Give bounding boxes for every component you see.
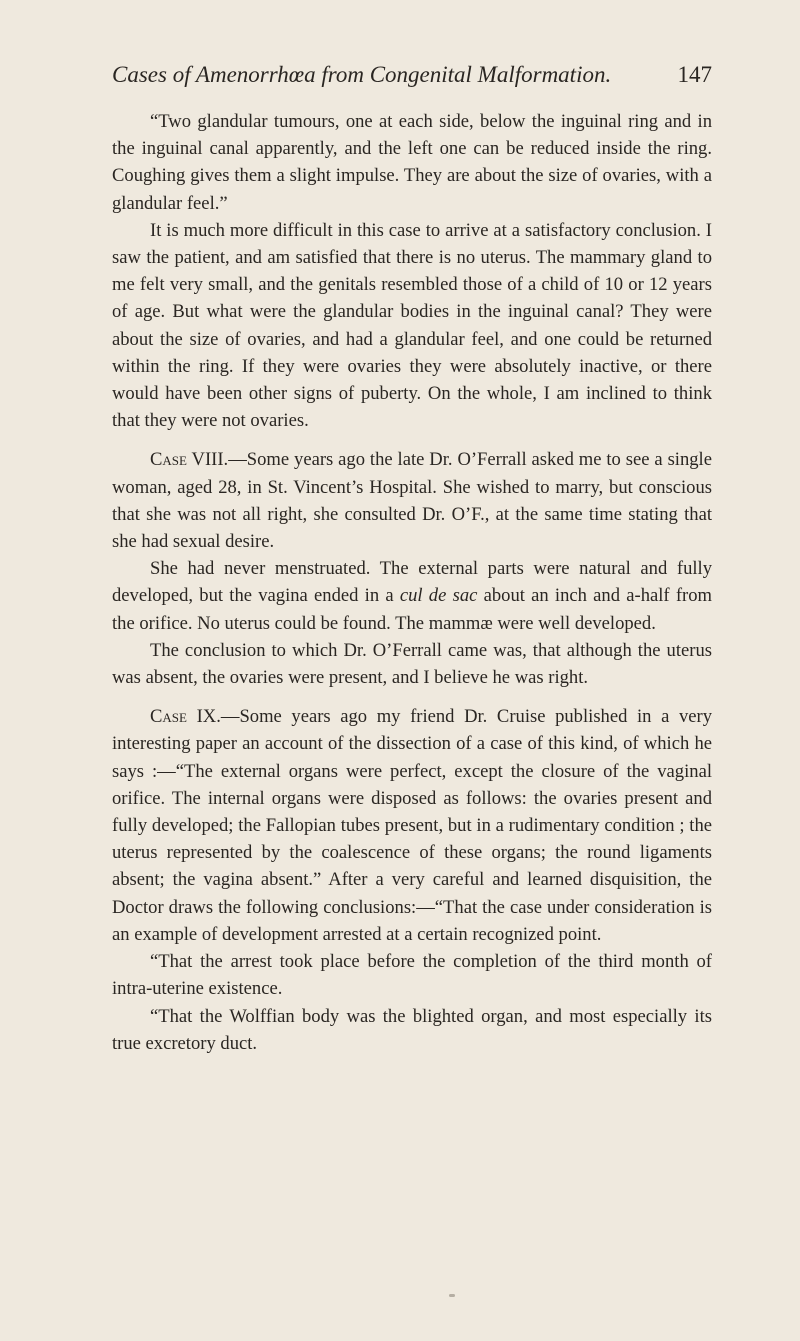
case-ix-conclusion-3: “That the Wolffian body was the blighted organ, and most especially its true excretory duct. [112, 1005, 712, 1054]
italic-term: cul de sac [399, 585, 478, 607]
case-viii-paragraph [112, 446, 712, 555]
quoted-tumour-description: “Two glandular tumours, one at each side, below the inguinal ring and in the inguinal canal apparently, and the left one can be reduced inside the ring. Coughing gives them a slight impulse. They are about the size of ovaries, with a glandular feel.” [112, 111, 712, 214]
case-ix-heading: Case IX. [150, 706, 221, 728]
case-ix-conclusion-2: “That the arrest took place before the completion of the third month of intra-uterine existence. [112, 951, 712, 1000]
case-ix-paragraph [112, 703, 712, 948]
case-viii-text: —Some years ago the late Dr. O’Ferrall asked me to see a single woman, aged 28, in St. Vincent’s Hospital. She wished to marry, but conscious that she was not all right, she consulted Dr. O’F., at the same time stating that she had sexual desire. [112, 449, 712, 553]
paper-mark [449, 1294, 455, 1297]
case-viii-conclusion: The conclusion to which Dr. O’Ferrall came was, that although the uterus was absent, the ovaries were present, and I believe he was right. [112, 639, 712, 689]
case-viii-findings: She had never menstruated. The external parts were natural and fully developed, but the vagina ended in a cul de sac about an inch and a-half from the orifice. No uterus could be found. The mammæ were well developed. [112, 558, 712, 634]
running-title: Cases of Amenorrhœa from Congenital Malformation. [112, 62, 612, 87]
case-ix-text: —Some years ago my friend Dr. Cruise published in a very interesting paper an account of the dissection of a case of this kind, of which he says :—“The external organs were perfect, except the closure of the vaginal orifice. The internal organs were disposed as follows: the ovaries present and fully developed; the Fallopian tubes present, but in a rudimentary condition ; the uterus represented by the coalescence of these organs; the round ligaments absent; the vagina absent.” After a very careful and learned disquisition, the Doctor draws the following conclusions:—“That the case under consideration is an example of development arrested at a certain recognized point. [112, 706, 712, 945]
body-text [112, 108, 712, 1057]
running-head [112, 62, 712, 98]
page-number: 147 [677, 62, 712, 87]
discussion-paragraph: It is much more difficult in this case to arrive at a satisfactory conclusion. I saw the patient, and am satisfied that there is no uterus. The mammary gland to me felt very small, and the genitals resembled those of a child of 10 or 12 years of age. But what were the glandular bodies in the inguinal canal? They were about the size of ovaries, and had a glandular feel, and one could be returned within the ring. If they were ovaries they were absolutely inactive, or there would have been other signs of puberty. On the whole, I am inclined to think that they were not ovaries. [112, 219, 712, 432]
case-viii-heading: Case VIII. [150, 449, 229, 471]
